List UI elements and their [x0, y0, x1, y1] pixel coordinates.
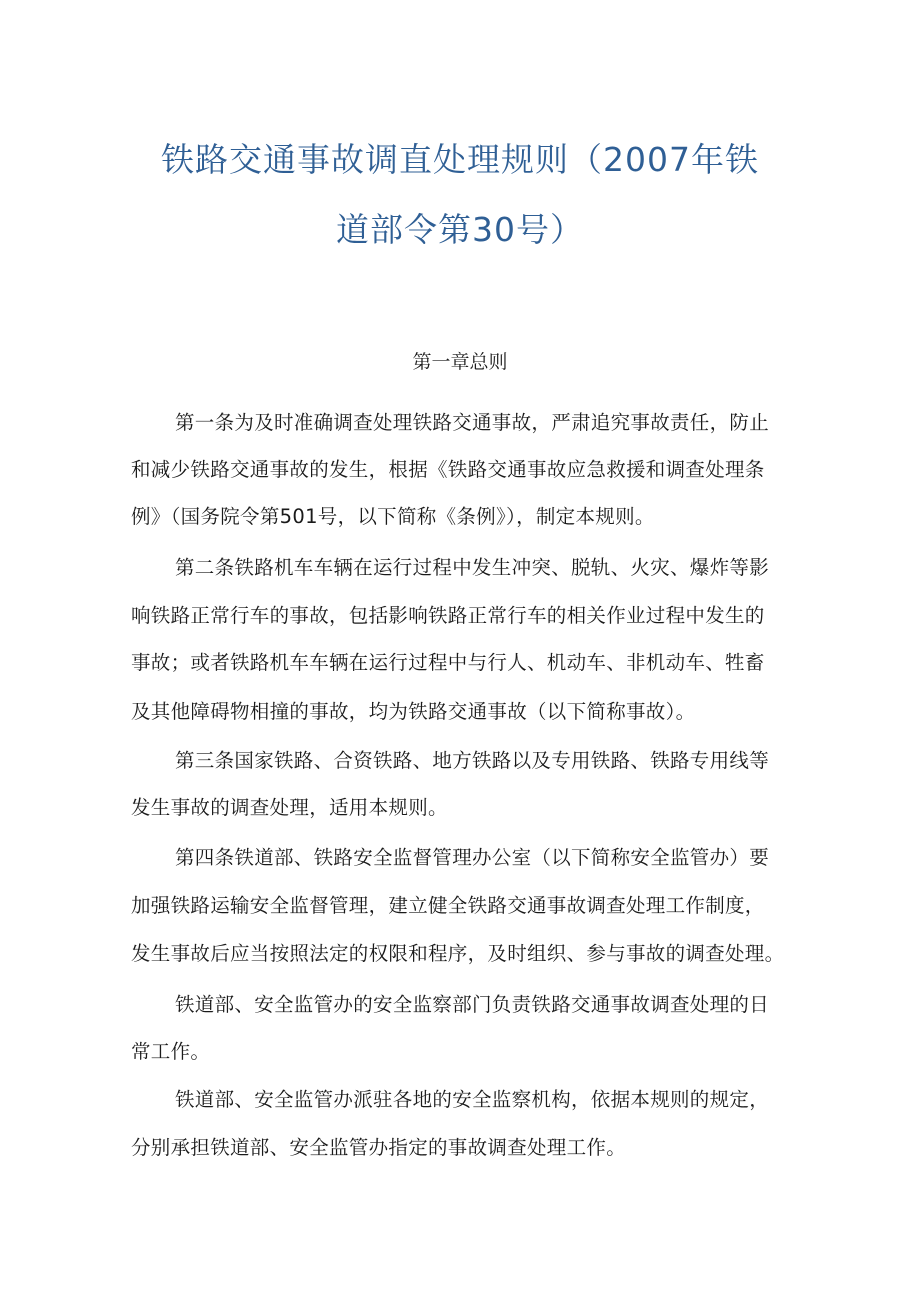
- paragraph-line: 响铁路正常行车的事故，包括影响铁路正常行车的相关作业过程中发生的: [131, 604, 765, 627]
- paragraph-line: 发生事故的调查处理，适用本规则。: [131, 796, 448, 819]
- paragraph-line: 第四条铁道部、铁路安全监督管理办公室（以下简称安全监管办）要: [175, 846, 770, 869]
- paragraph-line: 加强铁路运输安全监督管理，建立健全铁路交通事故调查处理工作制度，: [131, 894, 765, 917]
- document-title-line-2: 道部令第30号）: [336, 210, 584, 249]
- paragraph-line: 分别承担铁道部、安全监管办指定的事故调查处理工作。: [131, 1136, 627, 1159]
- paragraph-line: 和减少铁路交通事故的发生，根据《铁路交通事故应急救援和调查处理条: [131, 458, 765, 481]
- paragraph-line: 例》（国务院令第501号，以下简称《条例》），制定本规则。: [131, 505, 655, 528]
- paragraph-line: 发生事故后应当按照法定的权限和程序，及时组织、参与事故的调查处理。: [131, 942, 785, 965]
- paragraph-line: 第一条为及时准确调查处理铁路交通事故，严肃追究事故责任，防止: [175, 411, 770, 434]
- document-title-line-1: 铁路交通事故调直处理规则（2007年铁: [161, 140, 759, 179]
- paragraph-line: 铁道部、安全监管办的安全监察部门负责铁路交通事故调查处理的日: [175, 993, 770, 1016]
- paragraph-line: 及其他障碍物相撞的事故，均为铁路交通事故（以下简称事故）。: [131, 700, 696, 723]
- paragraph-line: 事故；或者铁路机车车辆在运行过程中与行人、机动车、非机动车、牲畜: [131, 651, 765, 674]
- paragraph-line: 铁道部、安全监管办派驻各地的安全监察机构，依据本规则的规定，: [175, 1088, 770, 1111]
- paragraph-line: 常工作。: [131, 1040, 211, 1063]
- chapter-heading: 第一章总则: [412, 351, 508, 373]
- paragraph-line: 第三条国家铁路、合资铁路、地方铁路以及专用铁路、铁路专用线等: [175, 749, 770, 772]
- paragraph-line: 第二条铁路机车车辆在运行过程中发生冲突、脱轨、火灾、爆炸等影: [175, 556, 770, 579]
